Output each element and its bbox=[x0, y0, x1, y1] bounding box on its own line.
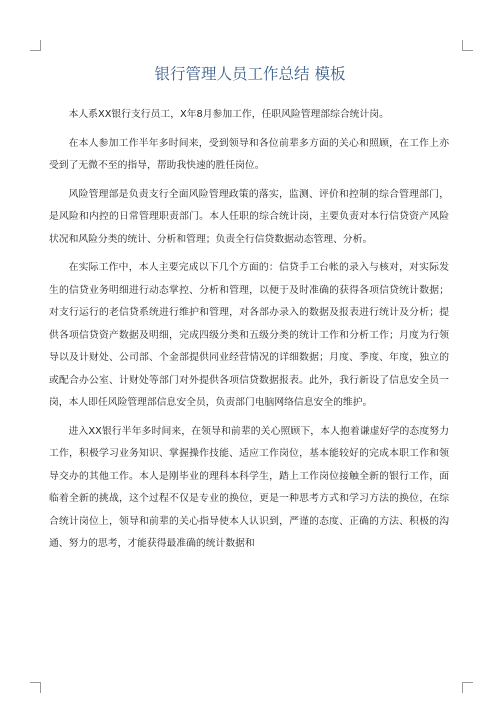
crop-mark-top-left bbox=[30, 40, 41, 51]
paragraph-5: 进入XX银行半年多时间来，在领导和前辈的关心照顾下，本人抱着谦虚好学的态度努力工作，积极学习业务知识、掌握操作技能、适应工作岗位，基本能较好的完成本职工作和领导交办的其他工作。本人是刚毕业的理科本科学生，踏上工作岗位接触全新的银行工作，面临着全新的挑战，这个过程不仅是专业的换位，更是一种思考方式和学习方法的换位，在综合统计岗位上，领导和前辈的关心指导使本人认识到，严谨的态度、正确的方法、积极的沟通、努力的思考，才能获得最准确的统计数据和 bbox=[49, 425, 449, 549]
crop-mark-top-right bbox=[462, 40, 473, 51]
crop-mark-bottom-left bbox=[30, 682, 41, 693]
paragraph-2: 在本人参加工作半年多时间来，受到领导和各位前辈多方面的关心和照顾，在工作上亦受到了无微不至的指导，帮助我快速的胜任岗位。 bbox=[49, 137, 449, 171]
paragraph-1: 本人系XX银行支行员工，X年8月参加工作，任职风险管理部综合统计岗。 bbox=[68, 109, 389, 120]
paragraph-3: 风险管理部是负责支行全面风险管理政策的落实，监测、评价和控制的综合管理部门，是风险和内控的日常管理职责部门。本人任职的综合统计岗，主要负责对本行信贷资产风险状况和风险分类的统计、分析和管理；负责全行信贷数据动态管理、分析。 bbox=[49, 188, 449, 245]
document-body bbox=[49, 104, 449, 562]
crop-mark-bottom-right bbox=[462, 682, 473, 693]
paragraph-4: 在实际工作中，本人主要完成以下几个方面的：信贷手工台帐的录入与核对，对实际发生的信贷业务明细进行动态掌控、分析和管理，以便于及时准确的获得各项信贷统计数据；对支行运行的老信贷系统进行维护和管理，对各部办录入的数据及报表进行统计及分析；提供各项信贷资产数据及明细，完成四级分类和五级分类的统计工作和分析工作；月度为行领导以及计财处、公司部、个金部提供同业经营情况的详细数据；月度、季度、年度，独立的或配合办公室、计财处等部门对外提供各项信贷数据报表。此外，我行新设了信息安全员一岗，本人即任风险管理部信息安全员，负责部门电脑网络信息安全的维护。 bbox=[49, 262, 449, 408]
document-title: 银行管理人员工作总结 模板 bbox=[154, 65, 346, 83]
